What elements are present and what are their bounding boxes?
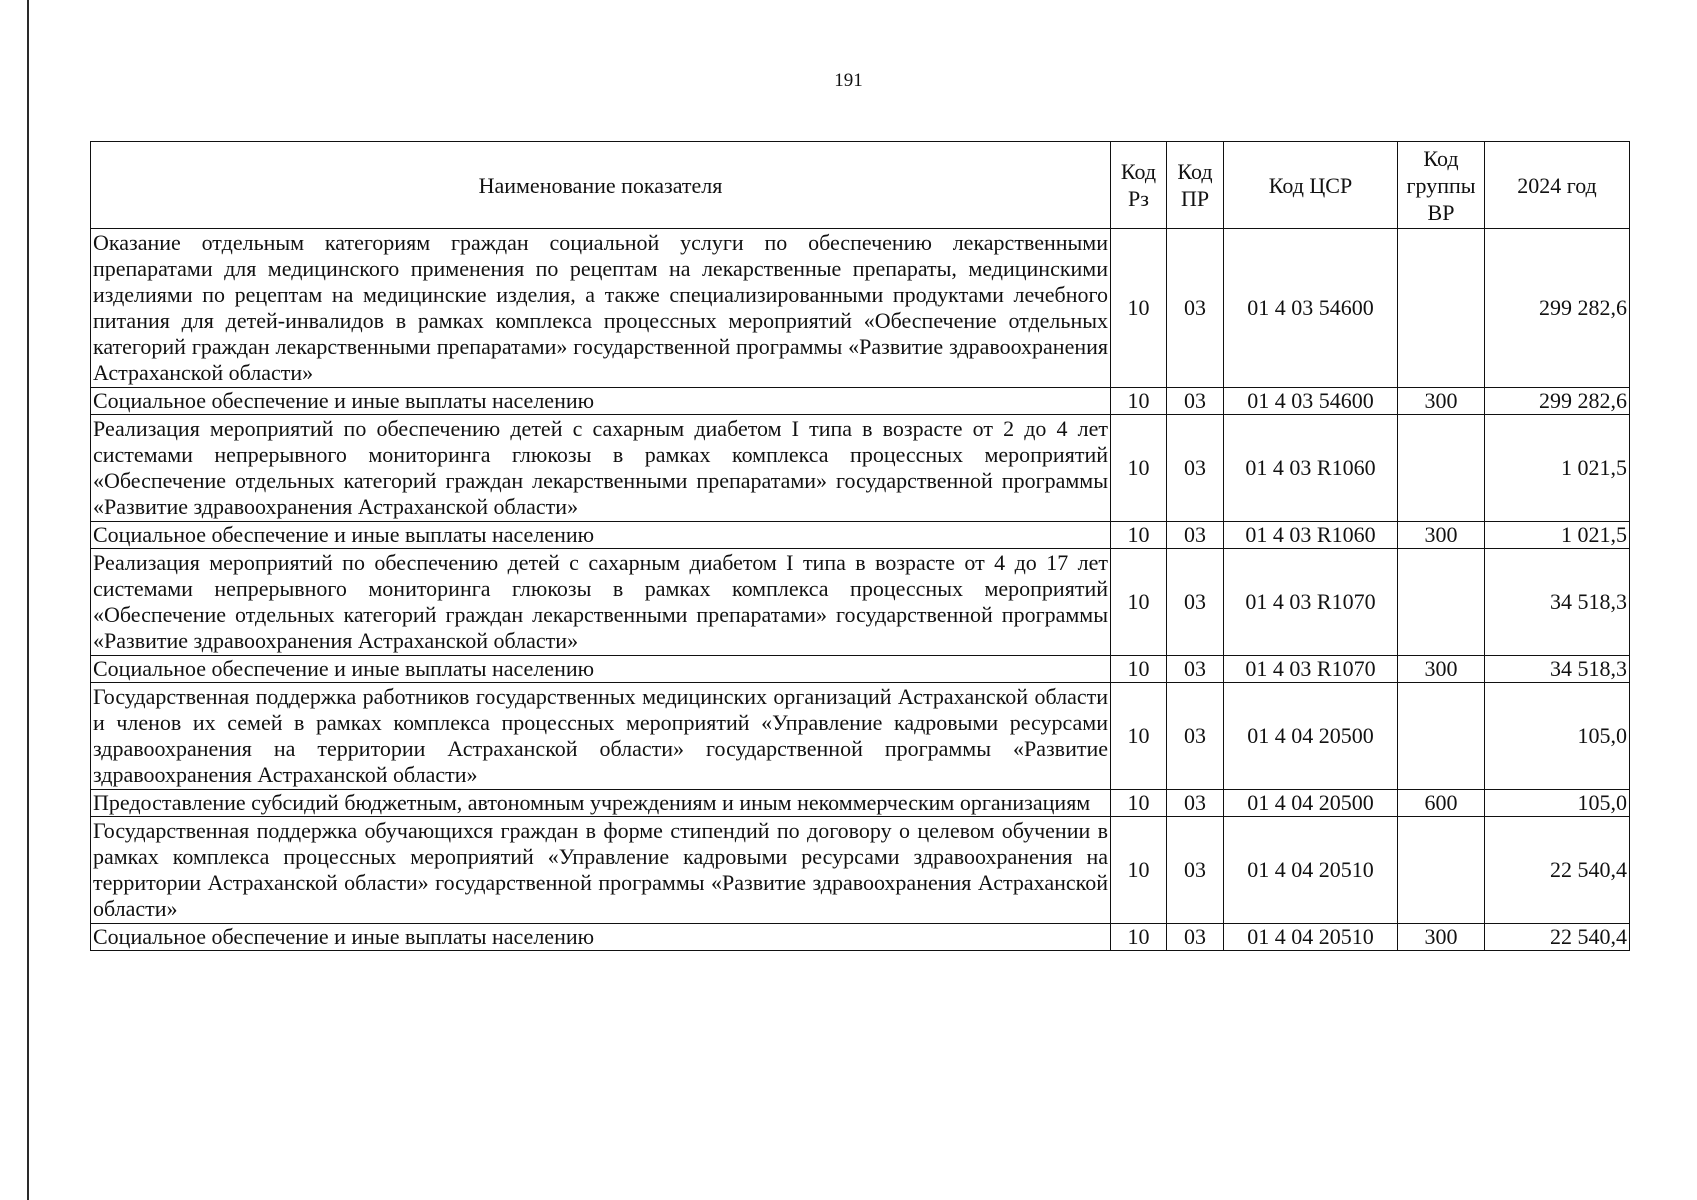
row-vr (1398, 549, 1485, 656)
header-rz: Код Рз (1111, 142, 1167, 229)
row-name: Государственная поддержка обучающихся граждан в форме стипендий по договору о целевом обучении в рамках комплекса процессных мероприятий «Управление кадровыми ресурсами здравоохранения на территории Астраханской области» государственной программы «Развитие здравоохранения Астраханской области» (91, 817, 1111, 924)
table-row (91, 817, 1630, 924)
row-name: Социальное обеспечение и иные выплаты населению (91, 656, 1111, 683)
row-csr: 01 4 03 R1070 (1224, 656, 1398, 683)
row-csr: 01 4 04 20510 (1224, 817, 1398, 924)
header-csr: Код ЦСР (1224, 142, 1398, 229)
row-name: Социальное обеспечение и иные выплаты населению (91, 924, 1111, 951)
row-pr: 03 (1167, 549, 1224, 656)
row-amount: 105,0 (1485, 683, 1630, 790)
header-vr: Код группы ВР (1398, 142, 1485, 229)
row-rz: 10 (1111, 817, 1167, 924)
row-amount: 34 518,3 (1485, 656, 1630, 683)
table-row (91, 388, 1630, 415)
table-row (91, 924, 1630, 951)
row-rz: 10 (1111, 683, 1167, 790)
row-name: Социальное обеспечение и иные выплаты населению (91, 388, 1111, 415)
row-name: Реализация мероприятий по обеспечению детей с сахарным диабетом I типа в возрасте от 4 до 17 лет системами непрерывного мониторинга глюкозы в рамках комплекса процессных мероприятий «Обеспечение отдельных категорий граждан лекарственными препаратами» государственной программы «Развитие здравоохранения Астраханской области» (91, 549, 1111, 656)
row-name: Оказание отдельным категориям граждан социальной услуги по обеспечению лекарственными препаратами для медицинского применения по рецептам на лекарственные препараты, медицинскими изделиями по рецептам на медицинские изделия, а также специализированными продуктами лечебного питания для детей-инвалидов в рамках комплекса процессных мероприятий «Обеспечение отдельных категорий граждан лекарственными препаратами» государственной программы «Развитие здравоохранения Астраханской области» (91, 229, 1111, 388)
table-row (91, 549, 1630, 656)
row-vr (1398, 817, 1485, 924)
row-csr: 01 4 04 20500 (1224, 790, 1398, 817)
table-row (91, 229, 1630, 388)
row-csr: 01 4 04 20510 (1224, 924, 1398, 951)
row-name: Социальное обеспечение и иные выплаты населению (91, 522, 1111, 549)
row-pr: 03 (1167, 656, 1224, 683)
row-csr: 01 4 03 R1060 (1224, 415, 1398, 522)
budget-table (90, 141, 1630, 951)
row-vr (1398, 229, 1485, 388)
row-pr: 03 (1167, 388, 1224, 415)
row-pr: 03 (1167, 924, 1224, 951)
table-row (91, 656, 1630, 683)
row-vr: 300 (1398, 522, 1485, 549)
row-rz: 10 (1111, 388, 1167, 415)
table-row (91, 790, 1630, 817)
row-amount: 1 021,5 (1485, 522, 1630, 549)
table-row (91, 415, 1630, 522)
row-rz: 10 (1111, 656, 1167, 683)
row-rz: 10 (1111, 229, 1167, 388)
row-vr: 600 (1398, 790, 1485, 817)
row-csr: 01 4 03 R1070 (1224, 549, 1398, 656)
row-amount: 34 518,3 (1485, 549, 1630, 656)
row-pr: 03 (1167, 683, 1224, 790)
row-amount: 1 021,5 (1485, 415, 1630, 522)
row-rz: 10 (1111, 924, 1167, 951)
row-pr: 03 (1167, 522, 1224, 549)
row-csr: 01 4 03 54600 (1224, 388, 1398, 415)
row-name: Предоставление субсидий бюджетным, автономным учреждениям и иным некоммерческим организациям (91, 790, 1111, 817)
row-csr: 01 4 03 54600 (1224, 229, 1398, 388)
row-amount: 299 282,6 (1485, 229, 1630, 388)
header-year: 2024 год (1485, 142, 1630, 229)
table-header-row (91, 142, 1630, 229)
row-rz: 10 (1111, 549, 1167, 656)
row-rz: 10 (1111, 522, 1167, 549)
page-number (0, 70, 1697, 92)
row-vr: 300 (1398, 388, 1485, 415)
row-amount: 105,0 (1485, 790, 1630, 817)
row-vr (1398, 415, 1485, 522)
page-number-text: 191 (834, 70, 863, 91)
row-vr (1398, 683, 1485, 790)
header-pr: Код ПР (1167, 142, 1224, 229)
row-name: Реализация мероприятий по обеспечению детей с сахарным диабетом I типа в возрасте от 2 до 4 лет системами непрерывного мониторинга глюкозы в рамках комплекса процессных мероприятий «Обеспечение отдельных категорий граждан лекарственными препаратами» государственной программы «Развитие здравоохранения Астраханской области» (91, 415, 1111, 522)
row-pr: 03 (1167, 817, 1224, 924)
row-csr: 01 4 03 R1060 (1224, 522, 1398, 549)
row-amount: 299 282,6 (1485, 388, 1630, 415)
row-vr: 300 (1398, 656, 1485, 683)
row-pr: 03 (1167, 415, 1224, 522)
table-row (91, 683, 1630, 790)
header-name: Наименование показателя (91, 142, 1111, 229)
binding-margin-line (27, 0, 29, 1200)
row-name: Государственная поддержка работников государственных медицинских организаций Астраханской области и членов их семей в рамках комплекса процессных мероприятий «Управление кадровыми ресурсами здравоохранения на территории Астраханской области» государственной программы «Развитие здравоохранения Астраханской области» (91, 683, 1111, 790)
row-rz: 10 (1111, 790, 1167, 817)
row-pr: 03 (1167, 790, 1224, 817)
row-rz: 10 (1111, 415, 1167, 522)
row-csr: 01 4 04 20500 (1224, 683, 1398, 790)
row-vr: 300 (1398, 924, 1485, 951)
table-row (91, 522, 1630, 549)
row-amount: 22 540,4 (1485, 924, 1630, 951)
row-pr: 03 (1167, 229, 1224, 388)
row-amount: 22 540,4 (1485, 817, 1630, 924)
